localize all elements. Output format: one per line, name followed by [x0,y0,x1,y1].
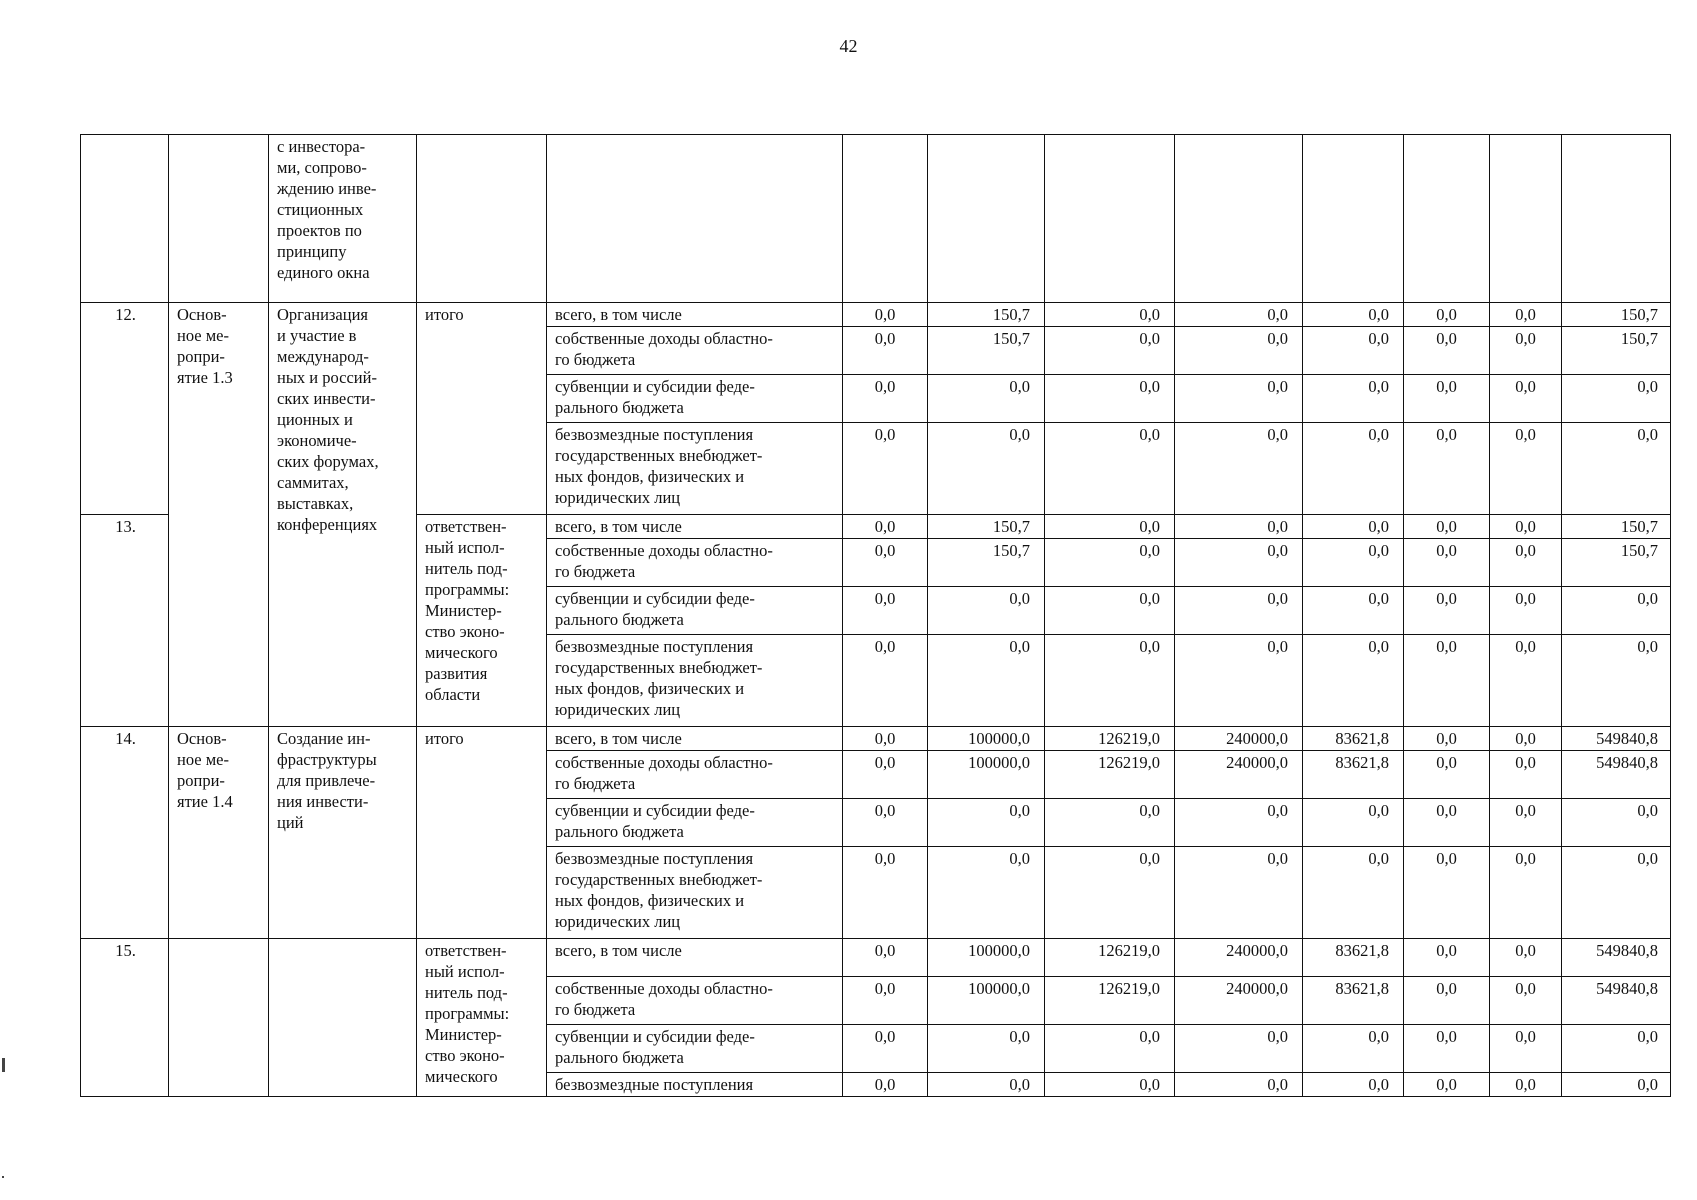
value-cell: 0,0 [928,375,1045,423]
cell-empty [547,135,843,303]
value-cell: 0,0 [843,939,928,977]
value-cell: 150,7 [1562,539,1671,587]
value-cell: 0,0 [1045,799,1175,847]
value-cell: 0,0 [1562,587,1671,635]
executor: итого [417,727,547,939]
value-cell: 0,0 [928,1025,1045,1073]
value-cell: 0,0 [928,1073,1045,1097]
value-cell: 0,0 [1490,587,1562,635]
value-cell: 549840,8 [1562,727,1671,751]
funding-source-label: собственные доходы областно- го бюджета [547,327,843,375]
value-cell: 0,0 [1045,539,1175,587]
value-cell: 0,0 [1404,799,1490,847]
value-cell: 0,0 [1303,1073,1404,1097]
funding-source-label: безвозмездные поступления государственных внебюджет- ных фондов, физических и юридических лиц [547,635,843,727]
value-cell: 0,0 [1562,847,1671,939]
value-cell: 0,0 [843,847,928,939]
value-cell: 150,7 [1562,327,1671,375]
value-cell: 0,0 [1490,727,1562,751]
value-cell: 0,0 [1404,303,1490,327]
value-cell: 150,7 [928,539,1045,587]
value-cell: 150,7 [1562,515,1671,539]
value-cell: 0,0 [1045,587,1175,635]
value-cell: 0,0 [1490,847,1562,939]
cell-empty [1490,135,1562,303]
value-cell: 83621,8 [1303,939,1404,977]
funding-source-label: собственные доходы областно- го бюджета [547,751,843,799]
value-cell: 0,0 [1045,635,1175,727]
funding-source-label: безвозмездные поступления государственных внебюджет- ных фондов, физических и юридических лиц [547,847,843,939]
value-cell: 0,0 [1490,539,1562,587]
scan-margin-mark [2,1058,5,1072]
row-number: 12. [81,303,169,515]
value-cell: 0,0 [1175,327,1303,375]
funding-source-label: субвенции и субсидии феде- рального бюджета [547,587,843,635]
value-cell: 0,0 [1045,423,1175,515]
value-cell: 150,7 [928,515,1045,539]
value-cell: 0,0 [1045,515,1175,539]
value-cell: 126219,0 [1045,939,1175,977]
value-cell: 0,0 [1045,847,1175,939]
value-cell: 0,0 [1303,375,1404,423]
funding-source-label: собственные доходы областно- го бюджета [547,539,843,587]
value-cell: 0,0 [1562,423,1671,515]
value-cell: 150,7 [928,327,1045,375]
funding-source-label: безвозмездные поступления государственных внебюджет- ных фондов, физических и юридических лиц [547,423,843,515]
page-number: 42 [839,36,858,56]
value-cell: 0,0 [1045,1025,1175,1073]
value-cell: 0,0 [843,799,928,847]
value-cell: 0,0 [1404,939,1490,977]
value-cell: 0,0 [1175,635,1303,727]
value-cell: 240000,0 [1175,977,1303,1025]
value-cell: 0,0 [1175,303,1303,327]
cell-empty [169,135,269,303]
value-cell: 0,0 [1175,799,1303,847]
value-cell: 0,0 [843,327,928,375]
value-cell: 549840,8 [1562,751,1671,799]
value-cell: 83621,8 [1303,977,1404,1025]
value-cell: 0,0 [1303,847,1404,939]
row-number: 13. [81,515,169,727]
funding-source-label: всего, в том числе [547,939,843,977]
value-cell: 0,0 [1490,515,1562,539]
value-cell: 100000,0 [928,727,1045,751]
event-type: Основ- ное ме- ропри- ятие 1.4 [169,727,269,939]
value-cell: 0,0 [843,423,928,515]
value-cell: 0,0 [1562,635,1671,727]
value-cell: 126219,0 [1045,977,1175,1025]
value-cell: 240000,0 [1175,751,1303,799]
value-cell: 0,0 [843,539,928,587]
value-cell: 100000,0 [928,939,1045,977]
value-cell: 0,0 [1404,751,1490,799]
value-cell: 0,0 [843,303,928,327]
value-cell: 0,0 [1404,423,1490,515]
table-row [81,727,1671,751]
funding-source-label: собственные доходы областно- го бюджета [547,977,843,1025]
cell-empty [843,135,928,303]
value-cell: 0,0 [1175,587,1303,635]
table-body [81,135,1671,1097]
value-cell: 0,0 [928,635,1045,727]
value-cell: 0,0 [1404,727,1490,751]
cell-empty [1303,135,1404,303]
scan-margin-dot [2,1176,4,1178]
value-cell: 0,0 [843,1073,928,1097]
value-cell: 0,0 [1404,1073,1490,1097]
value-cell: 0,0 [1404,635,1490,727]
value-cell: 0,0 [1404,1025,1490,1073]
value-cell: 0,0 [1303,1025,1404,1073]
row-number: 14. [81,727,169,939]
value-cell: 0,0 [843,375,928,423]
value-cell: 0,0 [1175,1073,1303,1097]
funding-source-label: субвенции и субсидии феде- рального бюджета [547,1025,843,1073]
value-cell: 0,0 [928,423,1045,515]
executor: ответствен- ный испол- нитель под- программы: Министер- ство эконо- мического [417,939,547,1097]
value-cell: 0,0 [1490,303,1562,327]
funding-source-label: всего, в том числе [547,303,843,327]
funding-source-label: всего, в том числе [547,727,843,751]
value-cell: 0,0 [928,587,1045,635]
funding-source-label: субвенции и субсидии феде- рального бюджета [547,375,843,423]
continuation-row [81,135,1671,303]
cell-empty [1045,135,1175,303]
funding-source-label: субвенции и субсидии феде- рального бюджета [547,799,843,847]
executor: ответствен- ный испол- нитель под- программы: Министер- ство эконо- мического развития области [417,515,547,727]
value-cell: 0,0 [1404,587,1490,635]
value-cell: 0,0 [1490,1025,1562,1073]
value-cell: 0,0 [1490,799,1562,847]
value-cell: 0,0 [1404,977,1490,1025]
event-type: Основ- ное ме- ропри- ятие 1.3 [169,303,269,727]
value-cell: 0,0 [1490,327,1562,375]
value-cell: 100000,0 [928,751,1045,799]
value-cell: 0,0 [1303,423,1404,515]
value-cell: 0,0 [1303,303,1404,327]
cell-empty [169,939,269,1097]
value-cell: 0,0 [1045,327,1175,375]
value-cell: 0,0 [843,587,928,635]
value-cell: 0,0 [1175,847,1303,939]
cell-empty [269,939,417,1097]
cell-empty [417,135,547,303]
value-cell: 0,0 [1303,539,1404,587]
value-cell: 549840,8 [1562,939,1671,977]
value-cell: 0,0 [1490,423,1562,515]
value-cell: 0,0 [843,727,928,751]
table-row [81,303,1671,327]
cell-empty [1175,135,1303,303]
value-cell: 0,0 [1045,1073,1175,1097]
value-cell: 0,0 [1490,375,1562,423]
value-cell: 0,0 [1490,939,1562,977]
value-cell: 0,0 [1562,375,1671,423]
event-name: Создание ин- фраструктуры для привлече- ния инвести- ций [269,727,417,939]
value-cell: 0,0 [1303,515,1404,539]
value-cell: 0,0 [1562,1025,1671,1073]
value-cell: 83621,8 [1303,727,1404,751]
executor: итого [417,303,547,515]
cell-empty [1404,135,1490,303]
value-cell: 240000,0 [1175,939,1303,977]
funding-source-label: безвозмездные поступления [547,1073,843,1097]
value-cell: 83621,8 [1303,751,1404,799]
value-cell: 126219,0 [1045,727,1175,751]
table-row [81,939,1671,977]
value-cell: 0,0 [1404,515,1490,539]
value-cell: 0,0 [843,635,928,727]
budget-table [80,134,1671,1097]
value-cell: 0,0 [1490,751,1562,799]
value-cell: 0,0 [1404,375,1490,423]
value-cell: 0,0 [928,799,1045,847]
value-cell: 0,0 [1175,375,1303,423]
value-cell: 0,0 [1175,1025,1303,1073]
value-cell: 0,0 [1303,587,1404,635]
value-cell: 0,0 [1490,977,1562,1025]
row-number: 15. [81,939,169,1097]
value-cell: 0,0 [1562,799,1671,847]
value-cell: 150,7 [928,303,1045,327]
value-cell: 126219,0 [1045,751,1175,799]
value-cell: 240000,0 [1175,727,1303,751]
value-cell: 0,0 [1045,303,1175,327]
value-cell: 0,0 [1490,1073,1562,1097]
continuation-name: с инвестора- ми, сопрово- ждению инве- стиционных проектов по принципу единого окна [269,135,417,303]
value-cell: 0,0 [843,515,928,539]
value-cell: 100000,0 [928,977,1045,1025]
value-cell: 0,0 [1045,375,1175,423]
value-cell: 0,0 [1404,847,1490,939]
value-cell: 0,0 [1404,327,1490,375]
cell-empty [1562,135,1671,303]
value-cell: 0,0 [1303,327,1404,375]
value-cell: 0,0 [843,977,928,1025]
value-cell: 0,0 [1303,799,1404,847]
value-cell: 0,0 [1562,1073,1671,1097]
cell-empty [928,135,1045,303]
cell-empty [81,135,169,303]
value-cell: 549840,8 [1562,977,1671,1025]
funding-source-label: всего, в том числе [547,515,843,539]
value-cell: 0,0 [1303,635,1404,727]
value-cell: 0,0 [1175,515,1303,539]
value-cell: 0,0 [1175,423,1303,515]
value-cell: 0,0 [1175,539,1303,587]
value-cell: 0,0 [928,847,1045,939]
event-name: Организация и участие в международ- ных и россий- ских инвести- ционных и экономиче- ских форумах, саммитах, выставках, конференциях [269,303,417,727]
value-cell: 0,0 [1404,539,1490,587]
value-cell: 0,0 [843,751,928,799]
value-cell: 150,7 [1562,303,1671,327]
value-cell: 0,0 [843,1025,928,1073]
value-cell: 0,0 [1490,635,1562,727]
